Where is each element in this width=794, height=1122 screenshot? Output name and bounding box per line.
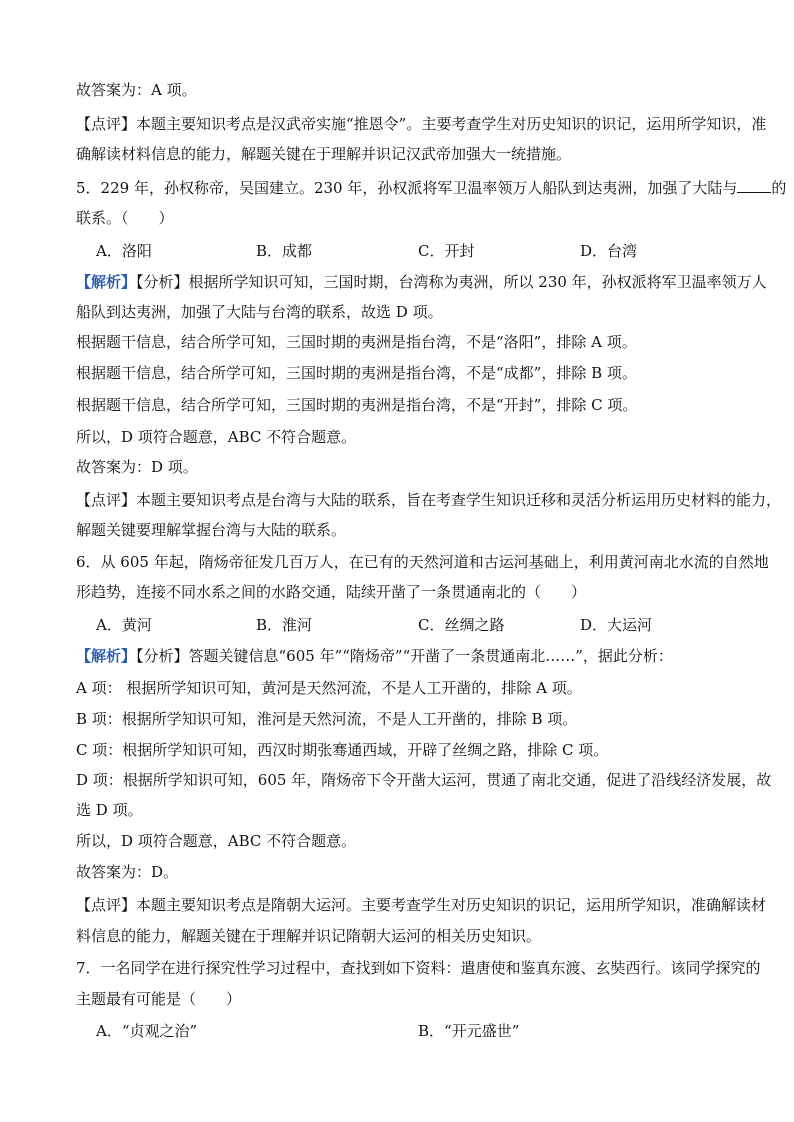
- analysis-line: 【解析】【分析】根据所学知识可知，三国时期，台湾称为夷洲，所以 230 年，孙权派将军卫温率领万人: [76, 273, 767, 291]
- option-d: D．台湾: [580, 242, 638, 260]
- analysis-line: 【解析】【分析】答题关键信息“605 年”“隋炀帝”“开凿了一条贯通南北……”，据此分析：: [76, 647, 673, 665]
- analysis-line: A 项： 根据所学知识可知，黄河是天然河流，不是人工开凿的，排除 A 项。: [76, 679, 582, 697]
- option-c: C．丝绸之路: [418, 616, 505, 634]
- option-a: A．洛阳: [96, 242, 152, 260]
- option-b: B．淮河: [256, 616, 313, 634]
- analysis-tag: 【解析】: [76, 273, 137, 291]
- question-5-stem: 联系。（ ）: [76, 209, 174, 227]
- question-7-stem: 主题最有可能是（ ）: [76, 990, 242, 1008]
- analysis-line: 所以，D 项符合题意，ABC 不符合题意。: [76, 832, 357, 850]
- analysis-tag: 【解析】: [76, 647, 137, 665]
- question-7-stem: 7．一名同学在进行探究性学习过程中，查找到如下资料：遣唐使和鉴真东渡、玄奘西行。该同学探究的: [76, 959, 761, 977]
- analysis-line: 所以，D 项符合题意，ABC 不符合题意。: [76, 428, 357, 446]
- analysis-line: 船队到达夷洲，加强了大陆与台湾的联系，故选 D 项。: [76, 303, 443, 321]
- comment-line: 【点评】本题主要知识考点是汉武帝实施“推恩令”。主要考查学生对历史知识的识记，运用所学知识，准: [76, 115, 767, 133]
- analysis-line: C 项：根据所学知识可知，西汉时期张骞通西域，开辟了丝绸之路，排除 C 项。: [76, 741, 609, 759]
- answer-line: 故答案为：D。: [76, 863, 179, 881]
- comment-line: 【点评】本题主要知识考点是台湾与大陆的联系，旨在考查学生知识迁移和灵活分析运用历史材料的能力，: [76, 491, 782, 509]
- question-6-stem: 6．从 605 年起，隋炀帝征发几百万人，在已有的天然河道和古运河基础上，利用黄河南北水流的自然地: [76, 553, 769, 571]
- answer-line: 故答案为：A 项。: [76, 81, 197, 99]
- option-a: A．黄河: [96, 616, 152, 634]
- analysis-line: 根据题干信息，结合所学可知，三国时期的夷洲是指台湾，不是“开封”，排除 C 项。: [76, 396, 638, 414]
- option-b: B．成都: [256, 242, 313, 260]
- comment-line: 确解读材料信息的能力，解题关键在于理解并识记汉武帝加强大一统措施。: [76, 145, 572, 163]
- fill-blank: [737, 178, 771, 193]
- option-b: B．“开元盛世”: [418, 1022, 520, 1040]
- option-a: A．“贞观之治”: [96, 1022, 198, 1040]
- analysis-line: 根据题干信息，结合所学可知，三国时期的夷洲是指台湾，不是“成都”，排除 B 项。: [76, 364, 637, 382]
- analysis-line: 根据题干信息，结合所学可知，三国时期的夷洲是指台湾，不是“洛阳”，排除 A 项。: [76, 333, 637, 351]
- comment-line: 解题关键要理解掌握台湾与大陆的联系。: [76, 521, 347, 539]
- comment-line: 【点评】本题主要知识考点是隋朝大运河。主要考查学生对历史知识的识记，运用所学知识，准确解读材: [76, 896, 767, 914]
- question-6-stem: 形趋势，连接不同水系之间的水路交通，陆续开凿了一条贯通南北的（ ）: [76, 583, 587, 601]
- comment-line: 料信息的能力，解题关键在于理解并识记隋朝大运河的相关历史知识。: [76, 927, 542, 945]
- analysis-line: 选 D 项。: [76, 801, 143, 819]
- option-d: D．大运河: [580, 616, 653, 634]
- analysis-line: B 项：根据所学知识可知，淮河是天然河流，不是人工开凿的，排除 B 项。: [76, 710, 578, 728]
- question-5-stem: 5．229 年，孙权称帝，吴国建立。230 年，孙权派将军卫温率领万人船队到达夷洲，加强了大陆与 的: [76, 179, 787, 197]
- analysis-line: D 项：根据所学知识可知，605 年，隋炀帝下令开凿大运河，贯通了南北交通，促进了沿线经济发展，故: [76, 771, 772, 789]
- answer-line: 故答案为：D 项。: [76, 458, 198, 476]
- option-c: C．开封: [418, 242, 475, 260]
